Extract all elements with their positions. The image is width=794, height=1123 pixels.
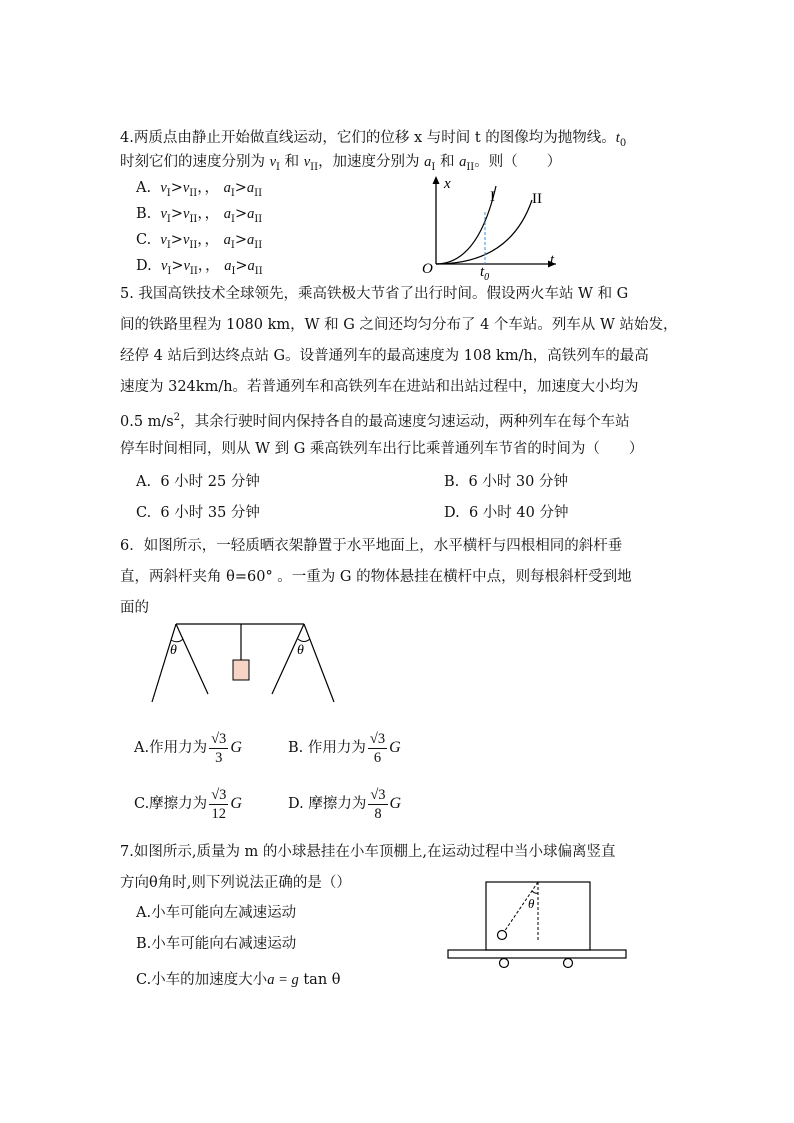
q4-option-b[interactable]: B. $v_I>v_{II}$，， $a_I>a_{II}$ — [136, 206, 263, 225]
q5-line1: 5. 我国高铁技术全球领先，乘高铁极大节省了出行时间。假设两火车站 W 和 G — [120, 286, 629, 302]
left-leg-inner — [176, 624, 208, 694]
q5-option-d[interactable]: D. 6 小时 40 分钟 — [444, 505, 569, 521]
q5-line2: 间的铁路里程为 1080 km，W 和 G 之间还均匀分布了 4 个车站。列车从 W 站始发， — [120, 317, 678, 333]
t-axis-label: t — [550, 252, 555, 268]
q5-option-c[interactable]: C. 6 小时 35 分钟 — [136, 505, 260, 521]
curve-II-label: II — [532, 191, 542, 207]
q6-option-b[interactable]: B. 作用力为 $\frac{√3}{6}$ G — [288, 730, 401, 766]
q7-cart-diagram — [446, 878, 630, 970]
left-leg-outer — [152, 624, 176, 702]
pendulum-ball — [498, 931, 507, 940]
right-theta-label: θ — [297, 643, 304, 658]
q5-option-b[interactable]: B. 6 小时 30 分钟 — [444, 474, 568, 490]
curve-I-label: I — [490, 189, 495, 205]
q5-line4: 速度为 324km/h。若普通列车和高铁列车在进站和出站过程中，加速度大小均为 — [120, 379, 639, 395]
t0-label: $t_0$ — [480, 264, 490, 282]
wheel-left — [500, 959, 509, 968]
q5-line3: 经停 4 站后到达终点站 G。设普通列车的最高速度为 108 km/h，高铁列车的最高 — [120, 348, 649, 364]
q4-option-a[interactable]: A. $v_I>v_{II}$，， $a_I>a_{II}$ — [136, 180, 263, 199]
curve-II — [436, 200, 532, 264]
q5-option-a[interactable]: A. 6 小时 25 分钟 — [136, 474, 260, 490]
q7-option-a[interactable]: A.小车可能向左减速运动 — [136, 905, 297, 921]
wheel-right — [564, 959, 573, 968]
q7-line2: 方向θ角时,则下列说法正确的是（） — [120, 875, 351, 891]
x-axis-arrow — [433, 176, 440, 184]
q4-xt-graph — [418, 172, 568, 282]
q6-option-a[interactable]: A.作用力为 $\frac{√3}{3}$ G — [134, 730, 242, 766]
right-leg-outer — [272, 624, 304, 694]
q7-line1: 7.如图所示,质量为 m 的小球悬挂在小车顶棚上,在运动过程中当小球偏离竖直 — [120, 844, 616, 860]
theta-arc — [532, 891, 538, 893]
q7-option-b[interactable]: B.小车可能向右减速运动 — [136, 936, 297, 952]
right-angle-arc — [298, 639, 310, 642]
theta-label: θ — [528, 896, 535, 911]
q4-option-d[interactable]: D. $v_I>v_{II}$，， $a_I>a_{II}$ — [136, 258, 263, 277]
q6-drying-rack-diagram — [148, 620, 340, 706]
origin-label: O — [422, 261, 433, 277]
q6-line3: 面的 — [120, 600, 149, 616]
x-axis-label: x — [444, 176, 451, 192]
q6-line1: 6．如图所示，一轻质晒衣架静置于水平地面上，水平横杆与四根相同的斜杆垂 — [120, 538, 623, 554]
right-leg-inner — [304, 624, 334, 702]
q5-line5: 0.5 $m/s^2$，其余行驶时间内保持各自的最高速度匀速运动，两种列车在每个车站 — [120, 412, 630, 430]
q4-stem-line2: 时刻它们的速度分别为 $v_I$ 和 $v_{II}$，加速度分别为 $a_I$ 和 $a_{II}$。则（ ） — [120, 154, 562, 173]
q6-line2: 直，两斜杆夹角 θ=60° 。一重为 G 的物体悬挂在横杆中点，则每根斜杆受到地 — [120, 569, 632, 585]
hanging-weight — [233, 660, 249, 680]
q5-line6: 停车时间相同，则从 W 到 G 乘高铁列车出行比乘普通列车节省的时间为（ ） — [120, 441, 644, 457]
curve-I — [436, 186, 496, 264]
left-theta-label: θ — [170, 643, 177, 658]
cart-platform — [448, 950, 626, 958]
q6-option-d[interactable]: D. 摩擦力为 $\frac{√3}{8}$ G — [288, 786, 402, 822]
q6-option-c[interactable]: C.摩擦力为 $\frac{√3}{12}$ G — [134, 786, 242, 822]
q4-option-c[interactable]: C. $v_I>v_{II}$，， $a_I>a_{II}$ — [136, 232, 263, 251]
left-angle-arc — [171, 639, 183, 642]
q7-option-c[interactable]: C.小车的加速度大小a = g tan θ — [136, 972, 341, 988]
q4-stem-line1: 4.两质点由静止开始做直线运动，它们的位移 x 与时间 t 的图像均为抛物线。$t_0$ — [120, 130, 627, 149]
